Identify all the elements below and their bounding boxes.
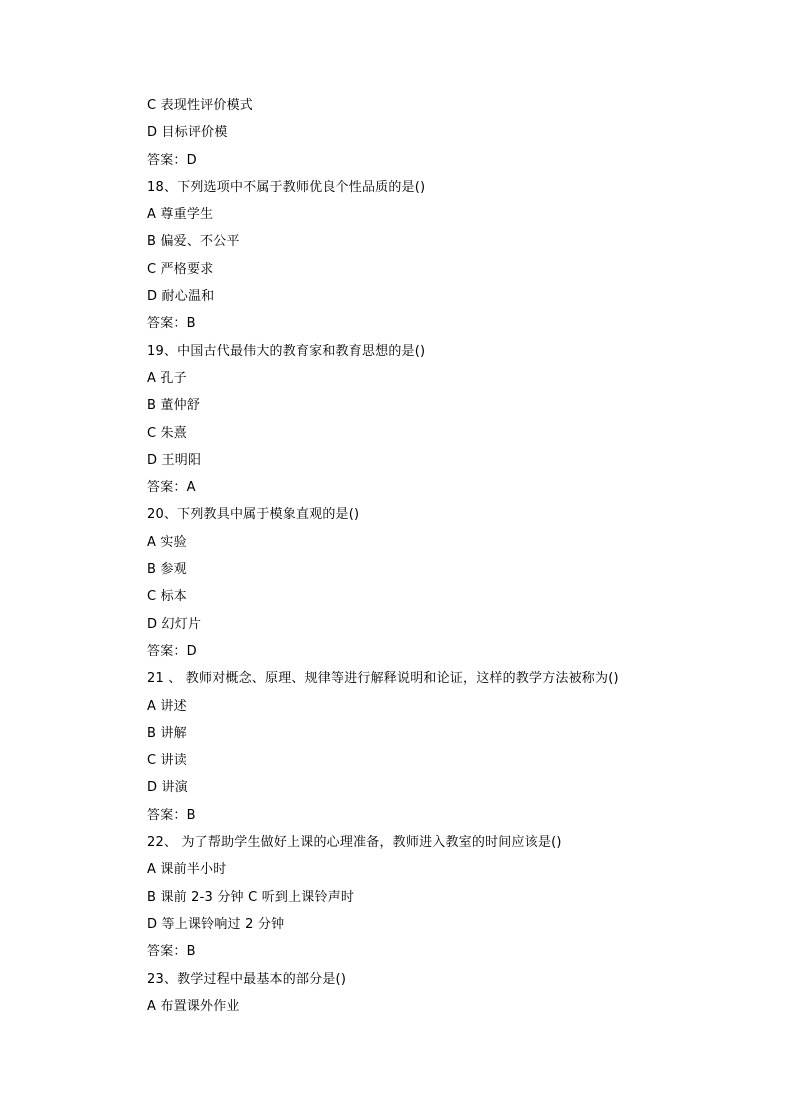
option-c-q21: C 讲读 bbox=[147, 753, 188, 769]
question-18: 18、下列选项中不属于教师优良个性品质的是() bbox=[147, 179, 426, 195]
answer-q21: 答案：B bbox=[147, 807, 196, 823]
answer-q20: 答案：D bbox=[147, 643, 197, 659]
option-d-q21: D 讲演 bbox=[147, 780, 188, 796]
option-b-q20: B 参观 bbox=[147, 562, 187, 578]
option-c-q19: C 朱熹 bbox=[147, 425, 188, 441]
answer-q17: 答案：D bbox=[147, 152, 197, 168]
option-a-q21: A 讲述 bbox=[147, 698, 187, 714]
question-22: 22、 为了帮助学生做好上课的心理准备，教师进入教室的时间应该是() bbox=[147, 835, 562, 851]
question-20: 20、下列教具中属于模象直观的是() bbox=[147, 507, 360, 523]
option-a-q23: A 布置课外作业 bbox=[147, 998, 240, 1014]
option-b-q18: B 偏爱、不公平 bbox=[147, 234, 240, 250]
option-d-q20: D 幻灯片 bbox=[147, 616, 202, 632]
option-d-q19: D 王明阳 bbox=[147, 452, 202, 468]
option-a-q22: A 课前半小时 bbox=[147, 862, 227, 878]
question-19: 19、中国古代最伟大的教育家和教育思想的是() bbox=[147, 343, 426, 359]
option-d-q17: D 目标评价模 bbox=[147, 125, 228, 141]
option-c-q18: C 严格要求 bbox=[147, 261, 214, 277]
option-b-c-q22: B 课前 2-3 分钟 C 听到上课铃声时 bbox=[147, 889, 355, 905]
option-a-q18: A 尊重学生 bbox=[147, 207, 214, 223]
answer-q22: 答案：B bbox=[147, 944, 196, 960]
option-a-q19: A 孔子 bbox=[147, 370, 187, 386]
option-c-q20: C 标本 bbox=[147, 589, 188, 605]
answer-q18: 答案：B bbox=[147, 316, 196, 332]
option-d-q22: D 等上课铃响过 2 分钟 bbox=[147, 916, 285, 932]
option-b-q19: B 董仲舒 bbox=[147, 398, 201, 414]
option-a-q20: A 实验 bbox=[147, 534, 187, 550]
option-d-q18: D 耐心温和 bbox=[147, 289, 215, 305]
question-21: 21 、 教师对概念、原理、规律等进行解释说明和论证，这样的教学方法被称为() bbox=[147, 671, 619, 687]
option-c-q17: C 表现性评价模式 bbox=[147, 98, 254, 113]
option-b-q21: B 讲解 bbox=[147, 725, 187, 741]
question-list bbox=[147, 92, 747, 1020]
answer-q19: 答案：A bbox=[147, 480, 196, 496]
question-23: 23、教学过程中最基本的部分是() bbox=[147, 971, 347, 987]
